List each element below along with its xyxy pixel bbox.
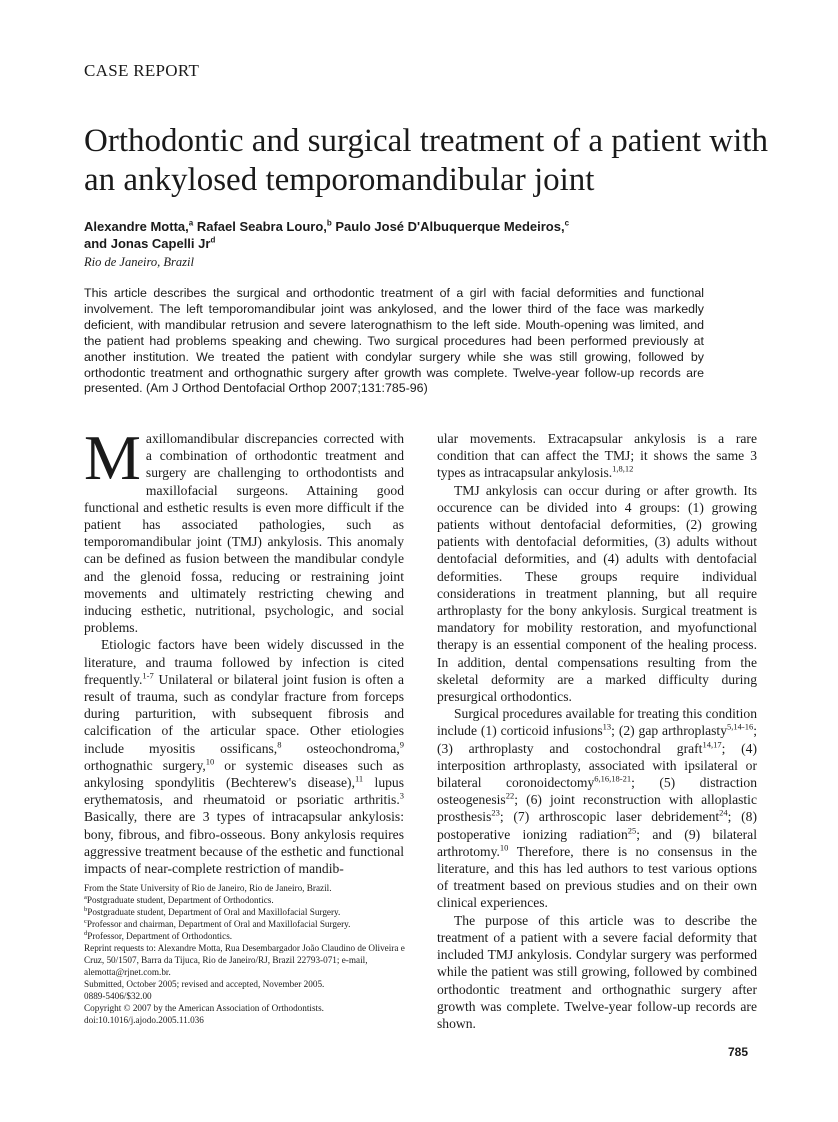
footnote-copyright: Copyright © 2007 by the American Association of Orthodontists. <box>84 1003 324 1013</box>
paragraph-text: osteochondroma, <box>281 740 400 756</box>
citation-reference: 3 <box>399 790 404 801</box>
citation-reference: 5,14-16 <box>727 721 754 732</box>
paragraph-text: ; (3) arthroplasty and costochondral graft <box>437 723 757 756</box>
body-paragraph <box>437 705 757 911</box>
citation-reference: 1,8,12 <box>612 463 634 474</box>
author-location: Rio de Janeiro, Brazil <box>84 255 194 269</box>
author-name: and Jonas Capelli Jr <box>84 236 211 251</box>
paragraph-text: Basically, there are 3 types of intracapsular ankylosis: bony, fibrous, and fibro-osseous. Bony ankylosis requires aggressive treatment because of the esthetic and functional impacts of near-complete restriction of mandib- <box>84 809 404 877</box>
citation-reference: 22 <box>505 790 515 801</box>
body-paragraph <box>84 636 404 877</box>
paragraph-text: or systemic diseases such as ankylosing spondylitis (Bechterew's disease), <box>84 757 404 791</box>
footnote-reprint: Reprint requests to: Alexandre Motta, Rua Desembargador João Claudino de Oliveira e Cruz, 50/1507, Barra da Tijuca, Rio de Janeiro/RJ, Brazil 22793-071; e-mail, alemotta@rjnet.com.br. <box>84 943 405 977</box>
footnote-from: From the State University of Rio de Janeiro, Rio de Janeiro, Brazil. <box>84 883 332 893</box>
drop-cap: M <box>84 422 141 493</box>
author-name: Paulo José D'Albuquerque Medeiros, <box>335 219 565 234</box>
body-paragraph <box>437 482 757 706</box>
paragraph-text: lupus erythematosis, and rheumatoid or psoriatic arthritis. <box>84 775 405 808</box>
paragraph-text: ; (6) joint reconstruction with alloplastic prosthesis <box>437 792 757 825</box>
citation-reference: 8 <box>277 739 282 750</box>
footnote-role <box>84 918 406 930</box>
paragraph-text: Surgical procedures available for treating this condition include (1) corticoid infusions <box>437 706 757 739</box>
paragraph-text: ; (5) distraction osteogenesis <box>437 775 757 808</box>
footnote-submitted: Submitted, October 2005; revised and accepted, November 2005. <box>84 979 325 989</box>
section-label: CASE REPORT <box>84 61 200 80</box>
paragraph-text: ; and (9) bilateral arthrotomy. <box>437 826 757 859</box>
paragraph-text: TMJ ankylosis can occur during or after growth. Its occurence can be divided into 4 groups: (1) growing patients without dentofacial deformities, (2) growing patients with dentofacial deformities, (3) adults without dentofacial deformities, and (4) adults with dentofacial deformities. These groups require individual considerations in treatment planning, but all require arthroplasty for the bony ankylosis. Surgical treatment is mandatory for mobility restoration, and myofunctional therapy is an essential component of the healing process. In addition, dental compensations resulting from the skeletal deformity are a marked difficulty during presurgical orthodontics. <box>437 482 757 705</box>
author-list <box>84 218 704 252</box>
affiliation-marker: d <box>210 235 216 245</box>
paragraph-text: Unilateral or bilateral joint fusion is often a result of trauma, such as condylar fracture from forceps during parturition, with subsequent fibrosis and calcification of the articular space. Other etiologies include myositis ossificans, <box>84 671 404 756</box>
author-name: Alexandre Motta, <box>84 219 189 234</box>
article-title: Orthodontic and surgical treatment of a patient with an ankylosed temporomandibular joint <box>84 123 768 198</box>
footnote-role-text: Postgraduate student, Department of Oral and Maxillofacial Surgery. <box>87 907 341 917</box>
citation-reference: 1-7 <box>142 670 154 681</box>
affiliation-marker: a <box>188 218 194 228</box>
abstract: This article describes the surgical and orthodontic treatment of a girl with facial deformities and functional involvement. The left temporomandibular joint was ankylosed, and the lower third of the face was markedly deficient, with mandibular retrusion and severe laterognathism to the left side. Mouth-opening was limited, and the patient had problems speaking and chewing. Two surgical procedures had been performed previously at another institution. We treated the patient with condylar surgery while she was still growing, followed by orthodontic treatment and orthognathic surgery after growth was complete. Twelve-year follow-up records are presented. (Am J Orthod Dentofacial Orthop 2007;131:785-96) <box>84 286 704 396</box>
affiliation-marker: c <box>564 218 570 228</box>
footnote-role-text: Professor, Department of Orthodontics. <box>87 931 233 941</box>
citation-reference: 9 <box>399 739 404 750</box>
paragraph-text: axillomandibular discrepancies corrected with a combination of orthodontic treatment and surgery are challenging to orthodontists and maxillofacial surgeons. Attaining good functional and esthetic results is even more difficult if the patient has associated pathologies, such as temporomandibular joint (TMJ) ankylosis. This anomaly can be defined as fusion between the mandibular condyle and the glenoid fossa, reducing or restraining joint movements and ultimately restricting chewing and inducing esthetic, nutritional, psychologic, and social problems. <box>84 431 404 636</box>
affiliation-marker: a <box>84 893 87 901</box>
footnote-price: 0889-5406/$32.00 <box>84 991 152 1001</box>
citation-reference: 10 <box>499 842 509 853</box>
paragraph-text: orthognathic surgery, <box>84 757 206 773</box>
paragraph-text: ; (7) arthroscopic laser debridement <box>499 809 720 825</box>
body-column-left <box>84 422 405 877</box>
footnote-role <box>84 906 406 918</box>
paragraph-text: Etiologic factors have been widely discussed in the literature, and trauma followed by infection is cited frequently. <box>84 637 404 687</box>
footnote-doi: doi:10.1016/j.ajodo.2005.11.036 <box>84 1015 204 1025</box>
paragraph-text: ; (4) interposition arthroplasty, associated with ipsilateral or bilateral coronoidectomy <box>437 740 757 791</box>
paragraph-text: ular movements. Extracapsular ankylosis is a rare condition that can affect the TMJ; it shows the same 3 types as intracapsular ankylosis. <box>437 431 757 481</box>
footnotes <box>84 882 406 1026</box>
left-paragraphs <box>84 422 405 877</box>
page-number: 785 <box>728 1045 749 1059</box>
citation-reference: 24 <box>719 807 728 818</box>
affiliation-marker: b <box>84 905 88 913</box>
citation-reference: 25 <box>627 825 637 836</box>
paragraph-text: Therefore, there is no consensus in the literature, and this has led authors to test various options of treatment based on previous studies and on their own clinical experiences. <box>437 843 757 911</box>
citation-reference: 23 <box>491 807 500 818</box>
affiliation-marker: b <box>326 218 332 228</box>
footnote-roles <box>84 894 406 942</box>
body-paragraph <box>437 430 757 482</box>
paragraph-text: ; (8) postoperative ionizing radiation <box>437 809 757 842</box>
affiliation-marker: c <box>84 917 87 925</box>
citation-reference: 13 <box>602 721 612 732</box>
body-paragraph <box>437 912 757 1032</box>
author-name: Rafael Seabra Louro, <box>196 219 327 234</box>
footnote-role <box>84 930 406 942</box>
affiliation-marker: d <box>84 929 88 937</box>
citation-reference: 14,17 <box>702 739 722 750</box>
paragraph-text: ; (2) gap arthroplasty <box>611 723 727 739</box>
footnote-role-text: Professor and chairman, Department of Oral and Maxillofacial Surgery. <box>86 919 351 929</box>
citation-reference: 10 <box>205 756 215 767</box>
citation-reference: 6,16,18-21 <box>594 773 632 784</box>
footnote-role <box>84 894 406 906</box>
footnote-role-text: Postgraduate student, Department of Orthodontics. <box>86 895 274 905</box>
body-column-right <box>437 430 757 1032</box>
paragraph-text: The purpose of this article was to describe the treatment of a patient with a severe facial deformity that included TMJ ankylosis. Condylar surgery was performed while the patient was still growing, followed by combined orthodontic treatment and orthognathic surgery after growth was complete. Twelve-year follow-up records are shown. <box>437 912 757 1031</box>
citation-reference: 11 <box>355 773 364 784</box>
